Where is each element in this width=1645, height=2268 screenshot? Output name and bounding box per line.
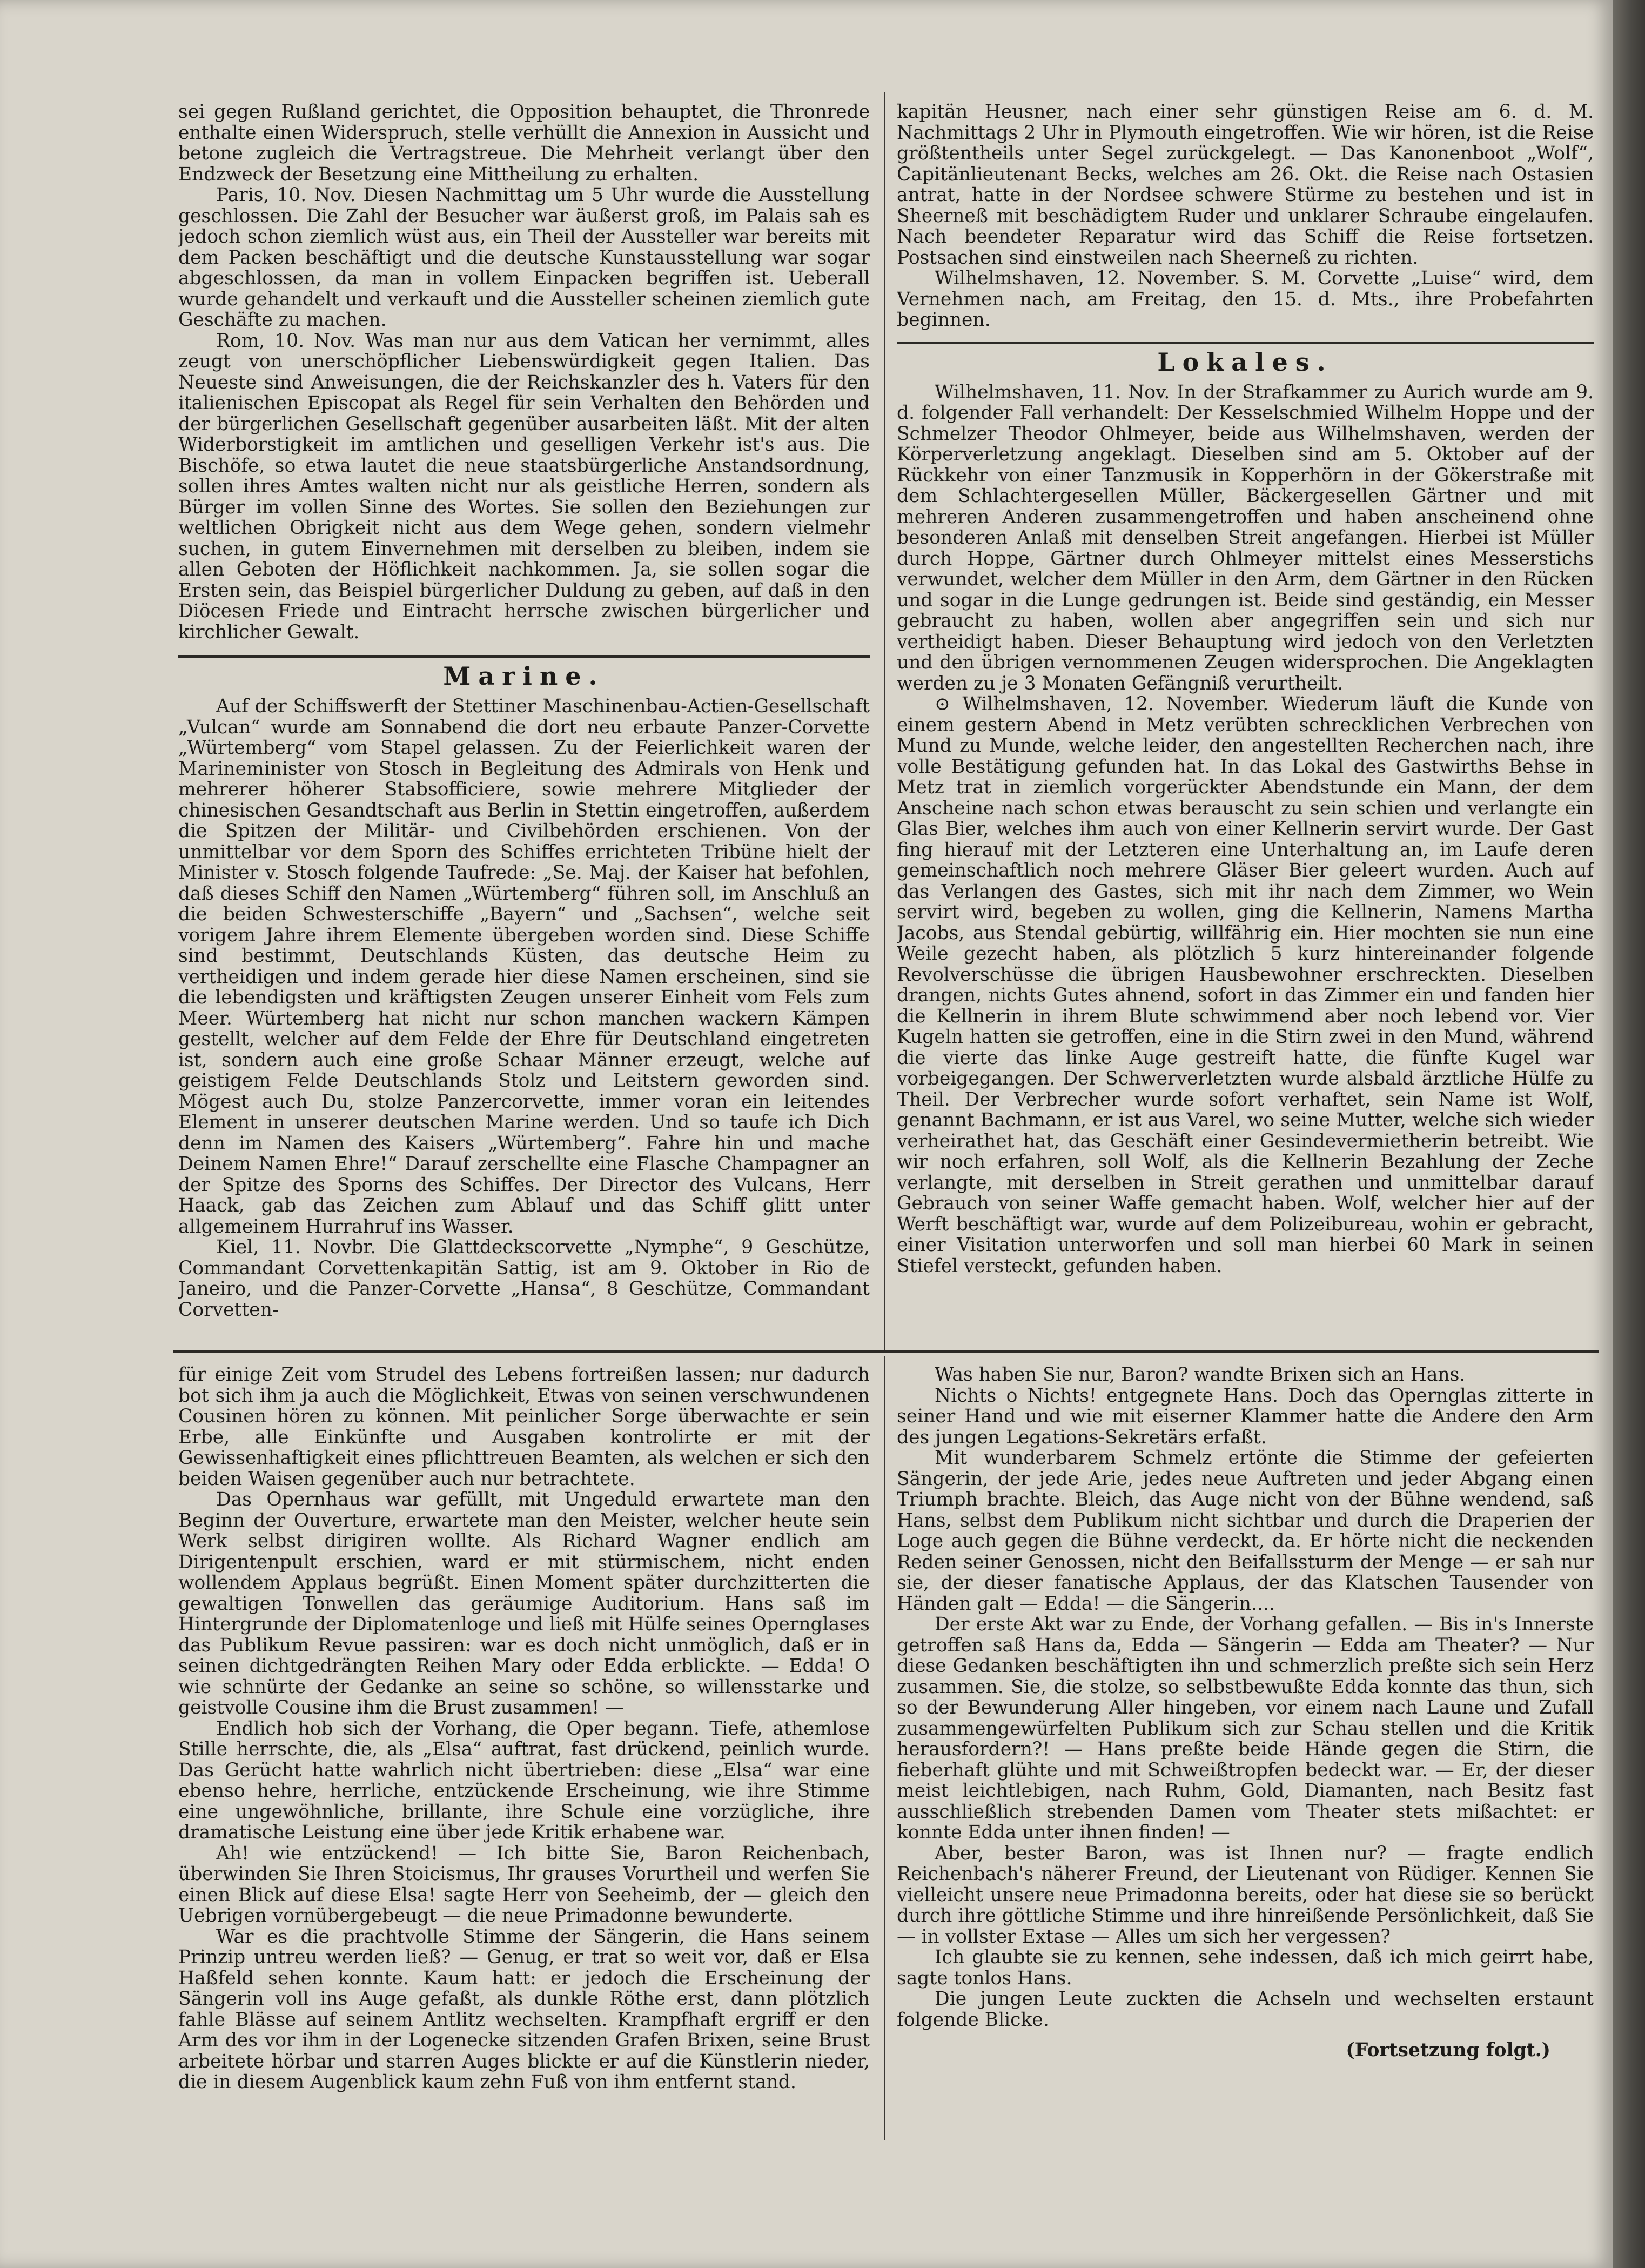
feuilleton-paragraph-8: Mit wunderbarem Schmelz ertönte die Stimme der gefeierten Sängerin, der jede Arie, jedes neue Auftreten und jeder Abgang einen Triumph brachte. Bleich, das Auge nicht von der Bühne wendend, saß Hans, selbst dem Publikum nicht sichtbar und durch die Draperien der Loge auch gegen die Bühne verdeckt, da. Er hörte nicht die neckenden Reden seiner Genossen, nicht den Beifallssturm der Menge — er sah nur sie, der dieser fanatische Applaus, der das Klatschen Tausender von Händen galt — Edda! — die Sängerin.... xyxy=(897,1447,1594,1615)
feuilleton-paragraph-6: Was haben Sie nur, Baron? wandte Brixen sich an Hans. xyxy=(935,1364,1466,1386)
feuilleton-separator xyxy=(173,1350,1599,1353)
feuilleton-paragraph-1: für einige Zeit vom Strudel des Lebens fortreißen lassen; nur dadurch bot sich ihm ja auch die Möglichkeit, Etwas von seinen verschwundenen Cousinen hören zu können. Mit peinlicher Sorge überwachte er sein Erbe, alle Einkünfte und Ausgaben kontrolirte er mit der Gewissenhaftigkeit eines pflichttreuen Beamten, als welchen er sich den beiden Waisen gegenüber auch nur betrachtete. xyxy=(178,1364,870,1490)
page-edge-shadow xyxy=(1613,0,1645,2268)
news-rom-paragraph: Rom, 10. Nov. Was man nur aus dem Vatican her vernimmt, alles zeugt von unerschöpflicher Liebenswürdigkeit gegen Italien. Das Neueste sind Anweisungen, die der Reichskanzler des h. Vaters für den italienischen Episcopat als Regel für sein Verhalten den Behörden und der bürgerlichen Gesellschaft gegenüber ausarbeiten läßt. Mit der alten Widerborstigkeit im amtlichen und geselligen Verkehr ist's aus. Die Bischöfe, so etwa lautet die neue staatsbürgerliche Anstandsordnung, sollen ihres Amtes walten nicht nur als geistliche Herren, sondern als Bürger im vollen Sinne des Wortes. Sie sollen den Beziehungen zur weltlichen Obrigkeit nicht aus dem Wege gehen, sondern vielmehr suchen, in gutem Einvernehmen mit derselben zu bleiben, indem sie allen Geboten der Höflichkeit nachkommen. Ja, sie sollen sogar die Ersten sein, das Beispiel bürgerlicher Duldung zu geben, auf daß in den Diöcesen Friede und Eintracht herrsche zwischen bürgerlicher und kirchlicher Gewalt. xyxy=(178,330,870,643)
feuilleton-paragraph-4: Ah! wie entzückend! — Ich bitte Sie, Baron Reichenbach, überwinden Sie Ihren Stoicismus, Ihr grauses Vorurtheil und werfen Sie einen Blick auf diese Elsa! sagte Herr von Seeheimb, der — gleich den Uebrigen vornübergebeugt — die neue Primadonne bewunderte. xyxy=(178,1842,870,1926)
marine-luise-paragraph: Wilhelmshaven, 12. November. S. M. Corvette „Luise“ wird, dem Vernehmen nach, am Freitag, den 15. d. Mts., ihre Probefahrten beginnen. xyxy=(897,267,1594,331)
marine-vulcan-paragraph: Auf der Schiffswerft der Stettiner Maschinenbau-Actien-Gesellschaft „Vulcan“ wurde am Sonnabend die dort neu erbaute Panzer-Corvette „Würtemberg“ vom Stapel gelassen. Zu der Feierlichkeit waren der Marineminister von Stosch in Begleitung des Admirals von Henk und mehrerer höherer Stabsofficiere, sowie mehrere Mitglieder der chinesischen Gesandtschaft aus Berlin in Stettin eingetroffen, außerdem die Spitzen der Militär- und Civilbehörden erschienen. Von der unmittelbar vor dem Sporn des Schiffes errichteten Tribüne hielt der Minister v. Stosch folgende Taufrede: „Se. Maj. der Kaiser hat befohlen, daß dieses Schiff den Namen „Würtemberg“ führen soll, im Anschluß an die beiden Schwesterschiffe „Bayern“ und „Sachsen“, welche seit vorigem Jahre ihrem Elemente übergeben worden sind. Diese Schiffe sind bestimmt, Deutschlands Küsten, das deutsche Heim zu vertheidigen und indem gerade hier diese Namen erscheinen, sind sie die lebendigsten und kräftigsten Zeugen unserer Einheit vom Fels zum Meer. Würtemberg hat nicht nur schon manchen wackern Kämpen gestellt, welcher auf dem Felde der Ehre für Deutschland eingetreten ist, sondern auch eine große Schaar Männer erzeugt, welche auf geistigem Felde Deutschlands Stolz und Leitstern geworden sind. Mögest auch Du, stolze Panzercorvette, immer voran ein leitendes Element in unserer deutschen Marine werden. Und so taufe ich Dich denn im Namen des Kaisers „Würtemberg“. Fahre hin und mache Deinem Namen Ehre!“ Darauf zerschellte eine Flasche Champagner an der Spitze des Sporns des Schiffes. Der Director des Vulcans, Herr Haack, gab das Zeichen zum Ablauf und das Schiff glitt unter allgemeinem Hurrahruf ins Wasser. xyxy=(178,695,870,1237)
news-russia-paragraph: sei gegen Rußland gerichtet, die Opposition behauptet, die Thronrede enthalte einen Widerspruch, stelle verhüllt die Annexion in Aussicht und betone zugleich die Vertragstreue. Die Mehrheit verlangt über den Endzweck der Besetzung eine Mittheilung zu erhalten. xyxy=(178,102,870,185)
feuilleton-paragraph-12: Die jungen Leute zuckten die Achseln und wechselten erstaunt folgende Blicke. xyxy=(897,1988,1594,2031)
feuilleton-paragraph-10: Aber, bester Baron, was ist Ihnen nur? — fragte endlich Reichenbach's näherer Freund, der Lieutenant von Rüdiger. Kennen Sie vielleicht unsere neue Primadonna bereits, oder hat diese sie so berückt durch ihre göttliche Stimme und ihre hinreißende Persönlichkeit, daß Sie — in vollster Extase — Alles um sich her vergessen? xyxy=(897,1842,1594,1948)
column-divider-bottom xyxy=(884,1356,885,2140)
feuilleton-right-column xyxy=(897,1364,1594,2137)
lokales-strafkammer-paragraph: Wilhelmshaven, 11. Nov. In der Strafkammer zu Aurich wurde am 9. d. folgender Fall verhandelt: Der Kesselschmied Wilhelm Hoppe und der Schmelzer Theodor Ohlmeyer, beide aus Wilhelmshaven, werden der Körperverletzung angeklagt. Dieselben sind am 5. Oktober auf der Rückkehr von einer Tanzmusik in Kopperhörn in der Gökerstraße mit dem Schlachtergesellen Müller, Bäckergesellen Gärtner und mit mehreren Anderen zusammengetroffen und haben anscheinend ohne besonderen Anlaß mit denselben Streit angefangen. Hierbei ist Müller durch Hoppe, Gärtner durch Ohlmeyer mittelst eines Messerstichs verwundet, welcher dem Müller in den Arm, dem Gärtner in den Rücken und sogar in die Lunge gedrungen ist. Beide sind geständig, ein Messer gebraucht zu haben, wollen aber angegriffen sein und sich nur vertheidigt haben. Dieser Behauptung wird jedoch von den Verletzten und den übrigen vernommenen Zeugen widersprochen. Die Angeklagten werden zu je 3 Monaten Gefängniß verurtheilt. xyxy=(897,381,1594,694)
top-right-column xyxy=(897,102,1594,1334)
feuilleton-paragraph-5: War es die prachtvolle Stimme der Sängerin, die Hans seinem Prinzip untreu werden ließ? — Genug, er trat so weit vor, daß er Elsa Haßfeld sehen konnte. Kaum hatt: er jedoch die Erscheinung der Sängerin voll ins Auge gefaßt, als dunkle Röthe erst, dann plötzlich fahle Blässe auf seinem Antlitz wechselten. Krampfhaft ergriff er den Arm des vor ihm in der Logenecke sitzenden Grafen Brixen, seine Brust arbeitete hörbar und starren Auges blickte er auf die Künstlerin nieder, die in diesem Augenblick kaum zehn Fuß von ihm entfernt stand. xyxy=(178,1925,870,2093)
news-paris-paragraph: Paris, 10. Nov. Diesen Nachmittag um 5 Uhr wurde die Ausstellung geschlossen. Die Zahl der Besucher war äußerst groß, im Palais sah es jedoch schon ziemlich wüst aus, ein Theil der Aussteller war bereits mit dem Packen beschäftigt und die deutsche Kunstausstellung war sogar abgeschlossen, da man in vollem Einpacken begriffen ist. Ueberall wurde gehandelt und verkauft und die Aussteller scheinen ziemlich gute Geschäfte zu machen. xyxy=(178,184,870,331)
marine-kiel-paragraph: Kiel, 11. Novbr. Die Glattdeckscorvette „Nymphe“, 9 Geschütze, Commandant Corvettenkapitän Sattig, ist am 9. Oktober in Rio de Janeiro, und die Panzer-Corvette „Hansa“, 8 Geschütze, Commandant Corvetten- xyxy=(178,1236,870,1321)
feuilleton-paragraph-7: Nichts o Nichts! entgegnete Hans. Doch das Opernglas zitterte in seiner Hand und wie mit eiserner Klammer hatte die Andere den Arm des jungen Legations-Sekretärs erfaßt. xyxy=(897,1384,1594,1448)
section-heading-marine: Marine. xyxy=(443,661,605,691)
continued-notice: (Fortsetzung folgt.) xyxy=(1346,2039,1550,2061)
column-divider-top xyxy=(884,92,885,1351)
marine-heusner-paragraph: kapitän Heusner, nach einer sehr günstigen Reise am 6. d. M. Nachmittags 2 Uhr in Plymouth eingetroffen. Wie wir hören, ist die Reise größtentheils unter Segel zurückgelegt. — Das Kanonenboot „Wolf“, Capitänlieutenant Becks, welches am 26. Okt. die Reise nach Ostasien antrat, hatte in der Nordsee schwere Stürme zu bestehen und ist in Sheerneß mit beschädigtem Ruder und unklarer Schraube eingelaufen. Nach beendeter Reparatur wird das Schiff die Reise fortsetzen. Postsachen sind einstweilen nach Sheerneß zu richten. xyxy=(897,102,1594,269)
feuilleton-paragraph-3: Endlich hob sich der Vorhang, die Oper begann. Tiefe, athemlose Stille herrschte, die, als „Elsa“ auftrat, fast drückend, peinlich wurde. Das Gerücht hatte wahrlich nicht übertrieben: diese „Elsa“ war eine ebenso hehre, herrliche, entzückende Erscheinung, wie ihre Stimme eine ungewöhnliche, brillante, ihre Schule eine vorzügliche, ihre dramatische Leistung eine über jede Kritik erhabene war. xyxy=(178,1717,870,1843)
lokales-metz-paragraph: ⊙ Wilhelmshaven, 12. November. Wiederum läuft die Kunde von einem gestern Abend in Metz verübten schrecklichen Verbrechen von Mund zu Munde, welche leider, den angestellten Recherchen nach, ihre volle Bestätigung gefunden hat. In das Lokal des Gastwirths Behse in Metz trat in ziemlich vorgerückter Abendstunde ein Mann, der dem Anscheine nach schon etwas berauscht zu sein schien und verlangte ein Glas Bier, welches ihm auch von einer Kellnerin servirt wurde. Der Gast fing hierauf mit der Letzteren eine Unterhaltung an, im Laufe deren gemeinschaftlich noch mehrere Gläser Bier geleert wurden. Auch auf das Verlangen des Gastes, sich mit ihr nach dem Zimmer, wo Wein servirt wird, begeben zu wollen, ging die Kellnerin, Namens Martha Jacobs, aus Stendal gebürtig, willfährig ein. Hier mochten sie nun eine Weile gezecht haben, als plötzlich 5 kurz hintereinander folgende Revolverschüsse die übrigen Hausbewohner erschreckten. Dieselben drangen, nichts Gutes ahnend, sofort in das Zimmer ein und fanden hier die Kellnerin in ihrem Blute schwimmend aber noch lebend vor. Vier Kugeln hatten sie getroffen, eine in die Stirn zwei in den Mund, während die vierte das linke Auge gestreift hatte, die fünfte Kugel war vorbeigegangen. Der Schwerverletzten wurde alsbald ärztliche Hülfe zu Theil. Der Verbrecher wurde sofort verhaftet, sein Name ist Wolf, genannt Bachmann, er ist aus Varel, wo seine Mutter, welche sich wieder verheirathet hat, das Geschäft einer Gesindevermietherin betreibt. Wie wir noch erfahren, soll Wolf, als die Kellnerin Bezahlung der Zeche verlangte, mit derselben in Streit gerathen und unmittelbar darauf Gebrauch von seiner Waffe gemacht haben. Wolf, welcher hier auf der Werft beschäftigt war, wurde auf dem Polizeibureau, wohin er gebracht, einer Visitation unterworfen und soll man hierbei 60 Mark in seinen Stiefel versteckt, gefunden haben. xyxy=(897,693,1594,1277)
feuilleton-paragraph-9: Der erste Akt war zu Ende, der Vorhang gefallen. — Bis in's Innerste getroffen saß Hans da, Edda — Sängerin — Edda am Theater? — Nur diese Gedanken beschäftigten ihn und schmerzlich preßte sich sein Herz zusammen. Sie, die stolze, so selbstbewußte Edda konnte das thun, sich so der Bewunderung Aller hingeben, vor einem nach Laune und Zufall zusammengewürfelten Publikum sich zur Schau stellen und die Kritik herausfordern?! — Hans preßte beide Hände gegen die Stirn, die fieberhaft glühte und mit Schweißtropfen bedeckt war. — Er, der dieser meist leichtlebigen, nach Ruhm, Gold, Diamanten, nach Besitz fast ausschließlich strebenden Damen vom Theater stets mißachtet: er konnte Edda unter ihnen finden! — xyxy=(897,1614,1594,1843)
feuilleton-paragraph-2: Das Opernhaus war gefüllt, mit Ungeduld erwartete man den Beginn der Ouverture, erwartete man den Meister, welcher heute sein Werk selbst dirigiren wollte. Als Richard Wagner endlich am Dirigentenpult erschien, ward er mit stürmischem, nicht enden wollendem Applaus begrüßt. Einen Moment später durchzitterten die gewaltigen Tonwellen das geräumige Auditorium. Hans saß im Hintergrunde der Diplomatenloge und ließ mit Hülfe seines Opernglases das Publikum Revue passiren: war es doch nicht unmöglich, daß er in seinen dichtgedrängten Reihen Mary oder Edda erblickte. — Edda! O wie schnürte der Gedanke an seine so schöne, so willensstarke und geistvolle Cousine ihm die Brust zusammen! — xyxy=(178,1489,870,1718)
top-left-column xyxy=(178,102,870,1334)
feuilleton-left-column xyxy=(178,1364,870,2137)
section-divider xyxy=(897,336,1594,344)
feuilleton-paragraph-11: Ich glaubte sie zu kennen, sehe indessen, daß ich mich geirrt habe, sagte tonlos Hans. xyxy=(897,1946,1594,1989)
section-divider xyxy=(178,648,870,658)
section-heading-lokales: Lokales. xyxy=(1157,347,1333,377)
